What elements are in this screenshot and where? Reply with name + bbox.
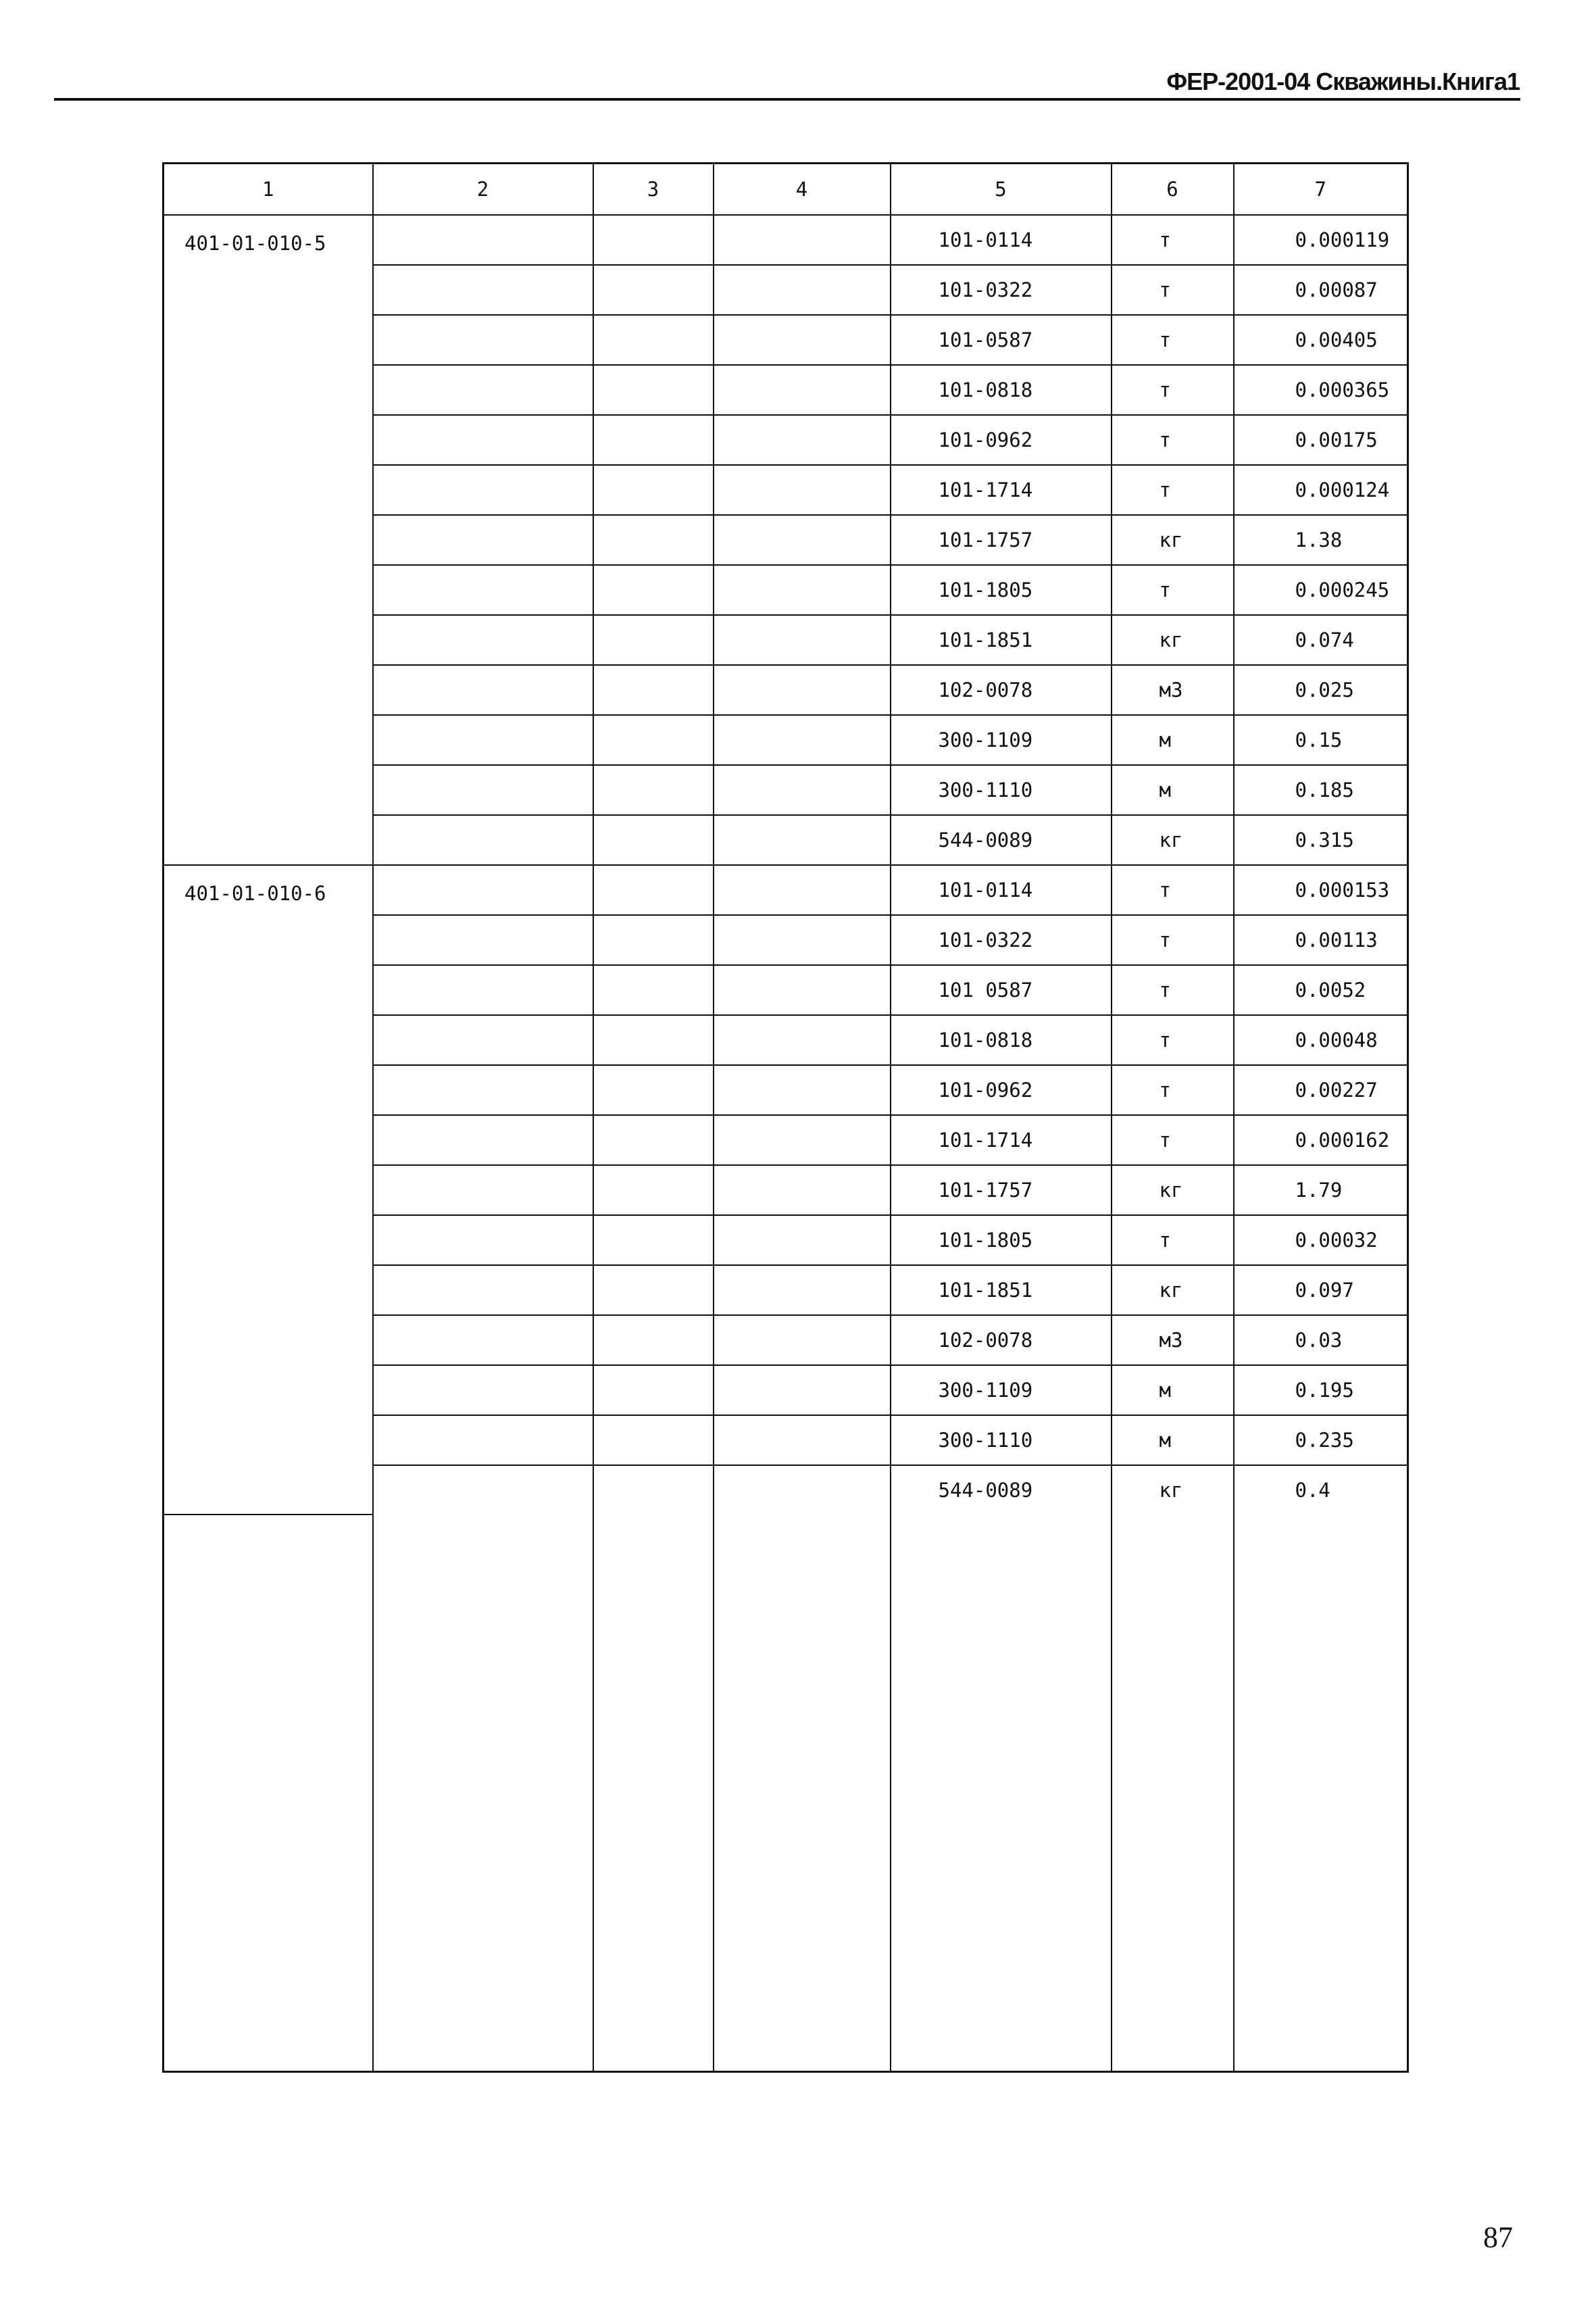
resource-code-cell: 544-0089 bbox=[891, 1465, 1112, 1515]
empty-cell bbox=[593, 915, 714, 965]
empty-cell bbox=[714, 215, 891, 265]
empty-cell bbox=[373, 1065, 593, 1115]
resource-code-cell: 300-1109 bbox=[891, 715, 1112, 765]
resource-code-cell: 101-0818 bbox=[891, 1015, 1112, 1065]
empty-cell bbox=[593, 415, 714, 465]
unit-cell: кг bbox=[1112, 1265, 1234, 1315]
estimate-code-cell: 401-01-010-5 bbox=[164, 215, 373, 865]
resource-code-cell: 101-1805 bbox=[891, 565, 1112, 615]
resource-code-cell: 544-0089 bbox=[891, 815, 1112, 865]
unit-cell: т bbox=[1112, 1115, 1234, 1165]
resource-code-cell: 101 0587 bbox=[891, 965, 1112, 1015]
empty-cell bbox=[593, 465, 714, 515]
column-header: 1 bbox=[164, 164, 373, 216]
unit-cell: т bbox=[1112, 365, 1234, 415]
resource-code-cell: 101-0114 bbox=[891, 215, 1112, 265]
empty-cell bbox=[373, 1265, 593, 1315]
quantity-cell: 0.00113 bbox=[1234, 915, 1408, 965]
quantity-cell: 0.0052 bbox=[1234, 965, 1408, 1015]
empty-cell bbox=[593, 1265, 714, 1315]
quantity-cell: 0.00175 bbox=[1234, 415, 1408, 465]
empty-cell bbox=[593, 715, 714, 765]
empty-cell bbox=[373, 1165, 593, 1215]
resource-code-cell: 102-0078 bbox=[891, 665, 1112, 715]
quantity-cell: 0.000162 bbox=[1234, 1115, 1408, 1165]
empty-cell bbox=[593, 1315, 714, 1365]
empty-cell bbox=[1234, 1515, 1408, 2072]
quantity-cell: 0.00032 bbox=[1234, 1215, 1408, 1265]
header-rule bbox=[54, 98, 1520, 101]
resource-table bbox=[162, 162, 1409, 2073]
empty-cell bbox=[593, 865, 714, 915]
resource-code-cell: 101-1714 bbox=[891, 1115, 1112, 1165]
empty-cell bbox=[593, 965, 714, 1015]
empty-cell bbox=[714, 1165, 891, 1215]
unit-cell: м bbox=[1112, 1365, 1234, 1415]
empty-cell bbox=[373, 365, 593, 415]
empty-cell bbox=[714, 1265, 891, 1315]
column-header: 2 bbox=[373, 164, 593, 216]
empty-cell bbox=[593, 215, 714, 265]
resource-code-cell: 101-1851 bbox=[891, 1265, 1112, 1315]
resource-code-cell: 102-0078 bbox=[891, 1315, 1112, 1365]
empty-cell bbox=[714, 415, 891, 465]
resource-code-cell: 101-0322 bbox=[891, 915, 1112, 965]
empty-cell bbox=[714, 1415, 891, 1465]
empty-cell bbox=[373, 1115, 593, 1165]
table-row bbox=[164, 215, 1408, 265]
quantity-cell: 0.315 bbox=[1234, 815, 1408, 865]
quantity-cell: 0.00405 bbox=[1234, 315, 1408, 365]
empty-cell bbox=[593, 1115, 714, 1165]
resource-code-cell: 101-0322 bbox=[891, 265, 1112, 315]
empty-cell bbox=[593, 365, 714, 415]
resource-code-cell: 300-1110 bbox=[891, 1415, 1112, 1465]
resource-code-cell: 101-1757 bbox=[891, 1165, 1112, 1215]
unit-cell: кг bbox=[1112, 615, 1234, 665]
empty-cell bbox=[373, 565, 593, 615]
resource-table-body bbox=[164, 164, 1408, 2072]
quantity-cell: 0.185 bbox=[1234, 765, 1408, 815]
resource-code-cell: 101-1714 bbox=[891, 465, 1112, 515]
empty-cell bbox=[373, 1215, 593, 1265]
quantity-cell: 0.025 bbox=[1234, 665, 1408, 715]
quantity-cell: 0.000365 bbox=[1234, 365, 1408, 415]
empty-cell bbox=[593, 1415, 714, 1465]
unit-cell: т bbox=[1112, 465, 1234, 515]
column-header: 7 bbox=[1234, 164, 1408, 216]
column-header: 3 bbox=[593, 164, 714, 216]
unit-cell: кг bbox=[1112, 1165, 1234, 1215]
unit-cell: т bbox=[1112, 315, 1234, 365]
empty-cell bbox=[593, 765, 714, 815]
empty-cell bbox=[1112, 1515, 1234, 2072]
table-row bbox=[164, 865, 1408, 915]
resource-code-cell: 300-1109 bbox=[891, 1365, 1112, 1415]
empty-cell bbox=[593, 615, 714, 665]
empty-cell bbox=[373, 1415, 593, 1465]
empty-cell bbox=[593, 1065, 714, 1115]
empty-cell bbox=[593, 1165, 714, 1215]
empty-cell bbox=[593, 1215, 714, 1265]
empty-cell bbox=[714, 1215, 891, 1265]
resource-code-cell: 300-1110 bbox=[891, 765, 1112, 815]
quantity-cell: 0.000245 bbox=[1234, 565, 1408, 615]
unit-cell: т bbox=[1112, 1015, 1234, 1065]
unit-cell: т bbox=[1112, 965, 1234, 1015]
quantity-cell: 0.000124 bbox=[1234, 465, 1408, 515]
quantity-cell: 0.03 bbox=[1234, 1315, 1408, 1365]
empty-cell bbox=[373, 1015, 593, 1065]
quantity-cell: 0.074 bbox=[1234, 615, 1408, 665]
empty-cell bbox=[373, 515, 593, 565]
empty-cell bbox=[593, 1465, 714, 1515]
empty-cell bbox=[373, 265, 593, 315]
empty-cell bbox=[714, 915, 891, 965]
unit-cell: т bbox=[1112, 865, 1234, 915]
quantity-cell: 1.38 bbox=[1234, 515, 1408, 565]
unit-cell: м bbox=[1112, 765, 1234, 815]
table-header-row bbox=[164, 164, 1408, 216]
empty-cell bbox=[373, 415, 593, 465]
empty-cell bbox=[373, 665, 593, 715]
unit-cell: т bbox=[1112, 915, 1234, 965]
quantity-cell: 0.15 bbox=[1234, 715, 1408, 765]
empty-cell bbox=[714, 965, 891, 1015]
quantity-cell: 0.000119 bbox=[1234, 215, 1408, 265]
resource-code-cell: 101-0114 bbox=[891, 865, 1112, 915]
resource-code-cell: 101-1851 bbox=[891, 615, 1112, 665]
document-title: ФЕР-2001-04 Скважины.Книга1 bbox=[1166, 68, 1520, 95]
empty-cell bbox=[373, 915, 593, 965]
unit-cell: т bbox=[1112, 1215, 1234, 1265]
resource-code-cell: 101-0818 bbox=[891, 365, 1112, 415]
quantity-cell: 0.235 bbox=[1234, 1415, 1408, 1465]
empty-cell bbox=[593, 1015, 714, 1065]
empty-cell bbox=[891, 1515, 1112, 2072]
table-filler-row bbox=[164, 1515, 1408, 2072]
resource-code-cell: 101-0587 bbox=[891, 315, 1112, 365]
empty-cell bbox=[593, 565, 714, 615]
empty-cell bbox=[593, 1515, 714, 2072]
empty-cell bbox=[714, 365, 891, 415]
empty-cell bbox=[593, 665, 714, 715]
empty-cell bbox=[714, 1115, 891, 1165]
quantity-cell: 0.00087 bbox=[1234, 265, 1408, 315]
empty-cell bbox=[714, 1515, 891, 2072]
empty-cell bbox=[164, 1515, 373, 2072]
empty-cell bbox=[373, 315, 593, 365]
empty-cell bbox=[373, 215, 593, 265]
quantity-cell: 0.00048 bbox=[1234, 1015, 1408, 1065]
empty-cell bbox=[714, 1065, 891, 1115]
unit-cell: кг bbox=[1112, 515, 1234, 565]
resource-code-cell: 101-1805 bbox=[891, 1215, 1112, 1265]
empty-cell bbox=[714, 815, 891, 865]
empty-cell bbox=[593, 515, 714, 565]
unit-cell: т bbox=[1112, 415, 1234, 465]
unit-cell: м bbox=[1112, 1415, 1234, 1465]
unit-cell: т bbox=[1112, 265, 1234, 315]
quantity-cell: 0.000153 bbox=[1234, 865, 1408, 915]
unit-cell: м3 bbox=[1112, 665, 1234, 715]
page-number: 87 bbox=[1483, 2221, 1513, 2254]
empty-cell bbox=[593, 265, 714, 315]
quantity-cell: 0.195 bbox=[1234, 1365, 1408, 1415]
empty-cell bbox=[714, 1015, 891, 1065]
empty-cell bbox=[714, 565, 891, 615]
unit-cell: т bbox=[1112, 1065, 1234, 1115]
unit-cell: т bbox=[1112, 565, 1234, 615]
empty-cell bbox=[714, 615, 891, 665]
empty-cell bbox=[373, 815, 593, 865]
empty-cell bbox=[714, 465, 891, 515]
resource-code-cell: 101-0962 bbox=[891, 415, 1112, 465]
unit-cell: кг bbox=[1112, 815, 1234, 865]
unit-cell: кг bbox=[1112, 1465, 1234, 1515]
empty-cell bbox=[714, 665, 891, 715]
empty-cell bbox=[714, 765, 891, 815]
empty-cell bbox=[373, 715, 593, 765]
empty-cell bbox=[714, 1365, 891, 1415]
empty-cell bbox=[714, 515, 891, 565]
resource-code-cell: 101-0962 bbox=[891, 1065, 1112, 1115]
empty-cell bbox=[373, 465, 593, 515]
unit-cell: т bbox=[1112, 215, 1234, 265]
empty-cell bbox=[373, 1365, 593, 1415]
quantity-cell: 1.79 bbox=[1234, 1165, 1408, 1215]
empty-cell bbox=[593, 315, 714, 365]
quantity-cell: 0.097 bbox=[1234, 1265, 1408, 1315]
empty-cell bbox=[714, 1465, 891, 1515]
column-header: 4 bbox=[714, 164, 891, 216]
empty-cell bbox=[714, 315, 891, 365]
quantity-cell: 0.4 bbox=[1234, 1465, 1408, 1515]
empty-cell bbox=[373, 1515, 593, 2072]
unit-cell: м bbox=[1112, 715, 1234, 765]
empty-cell bbox=[373, 765, 593, 815]
empty-cell bbox=[373, 865, 593, 915]
empty-cell bbox=[714, 715, 891, 765]
estimate-code-cell: 401-01-010-6 bbox=[164, 865, 373, 1515]
empty-cell bbox=[373, 1465, 593, 1515]
unit-cell: м3 bbox=[1112, 1315, 1234, 1365]
empty-cell bbox=[714, 265, 891, 315]
empty-cell bbox=[714, 1315, 891, 1365]
empty-cell bbox=[373, 1315, 593, 1365]
quantity-cell: 0.00227 bbox=[1234, 1065, 1408, 1115]
column-header: 5 bbox=[891, 164, 1112, 216]
empty-cell bbox=[714, 865, 891, 915]
resource-code-cell: 101-1757 bbox=[891, 515, 1112, 565]
empty-cell bbox=[373, 965, 593, 1015]
empty-cell bbox=[593, 815, 714, 865]
column-header: 6 bbox=[1112, 164, 1234, 216]
empty-cell bbox=[593, 1365, 714, 1415]
empty-cell bbox=[373, 615, 593, 665]
